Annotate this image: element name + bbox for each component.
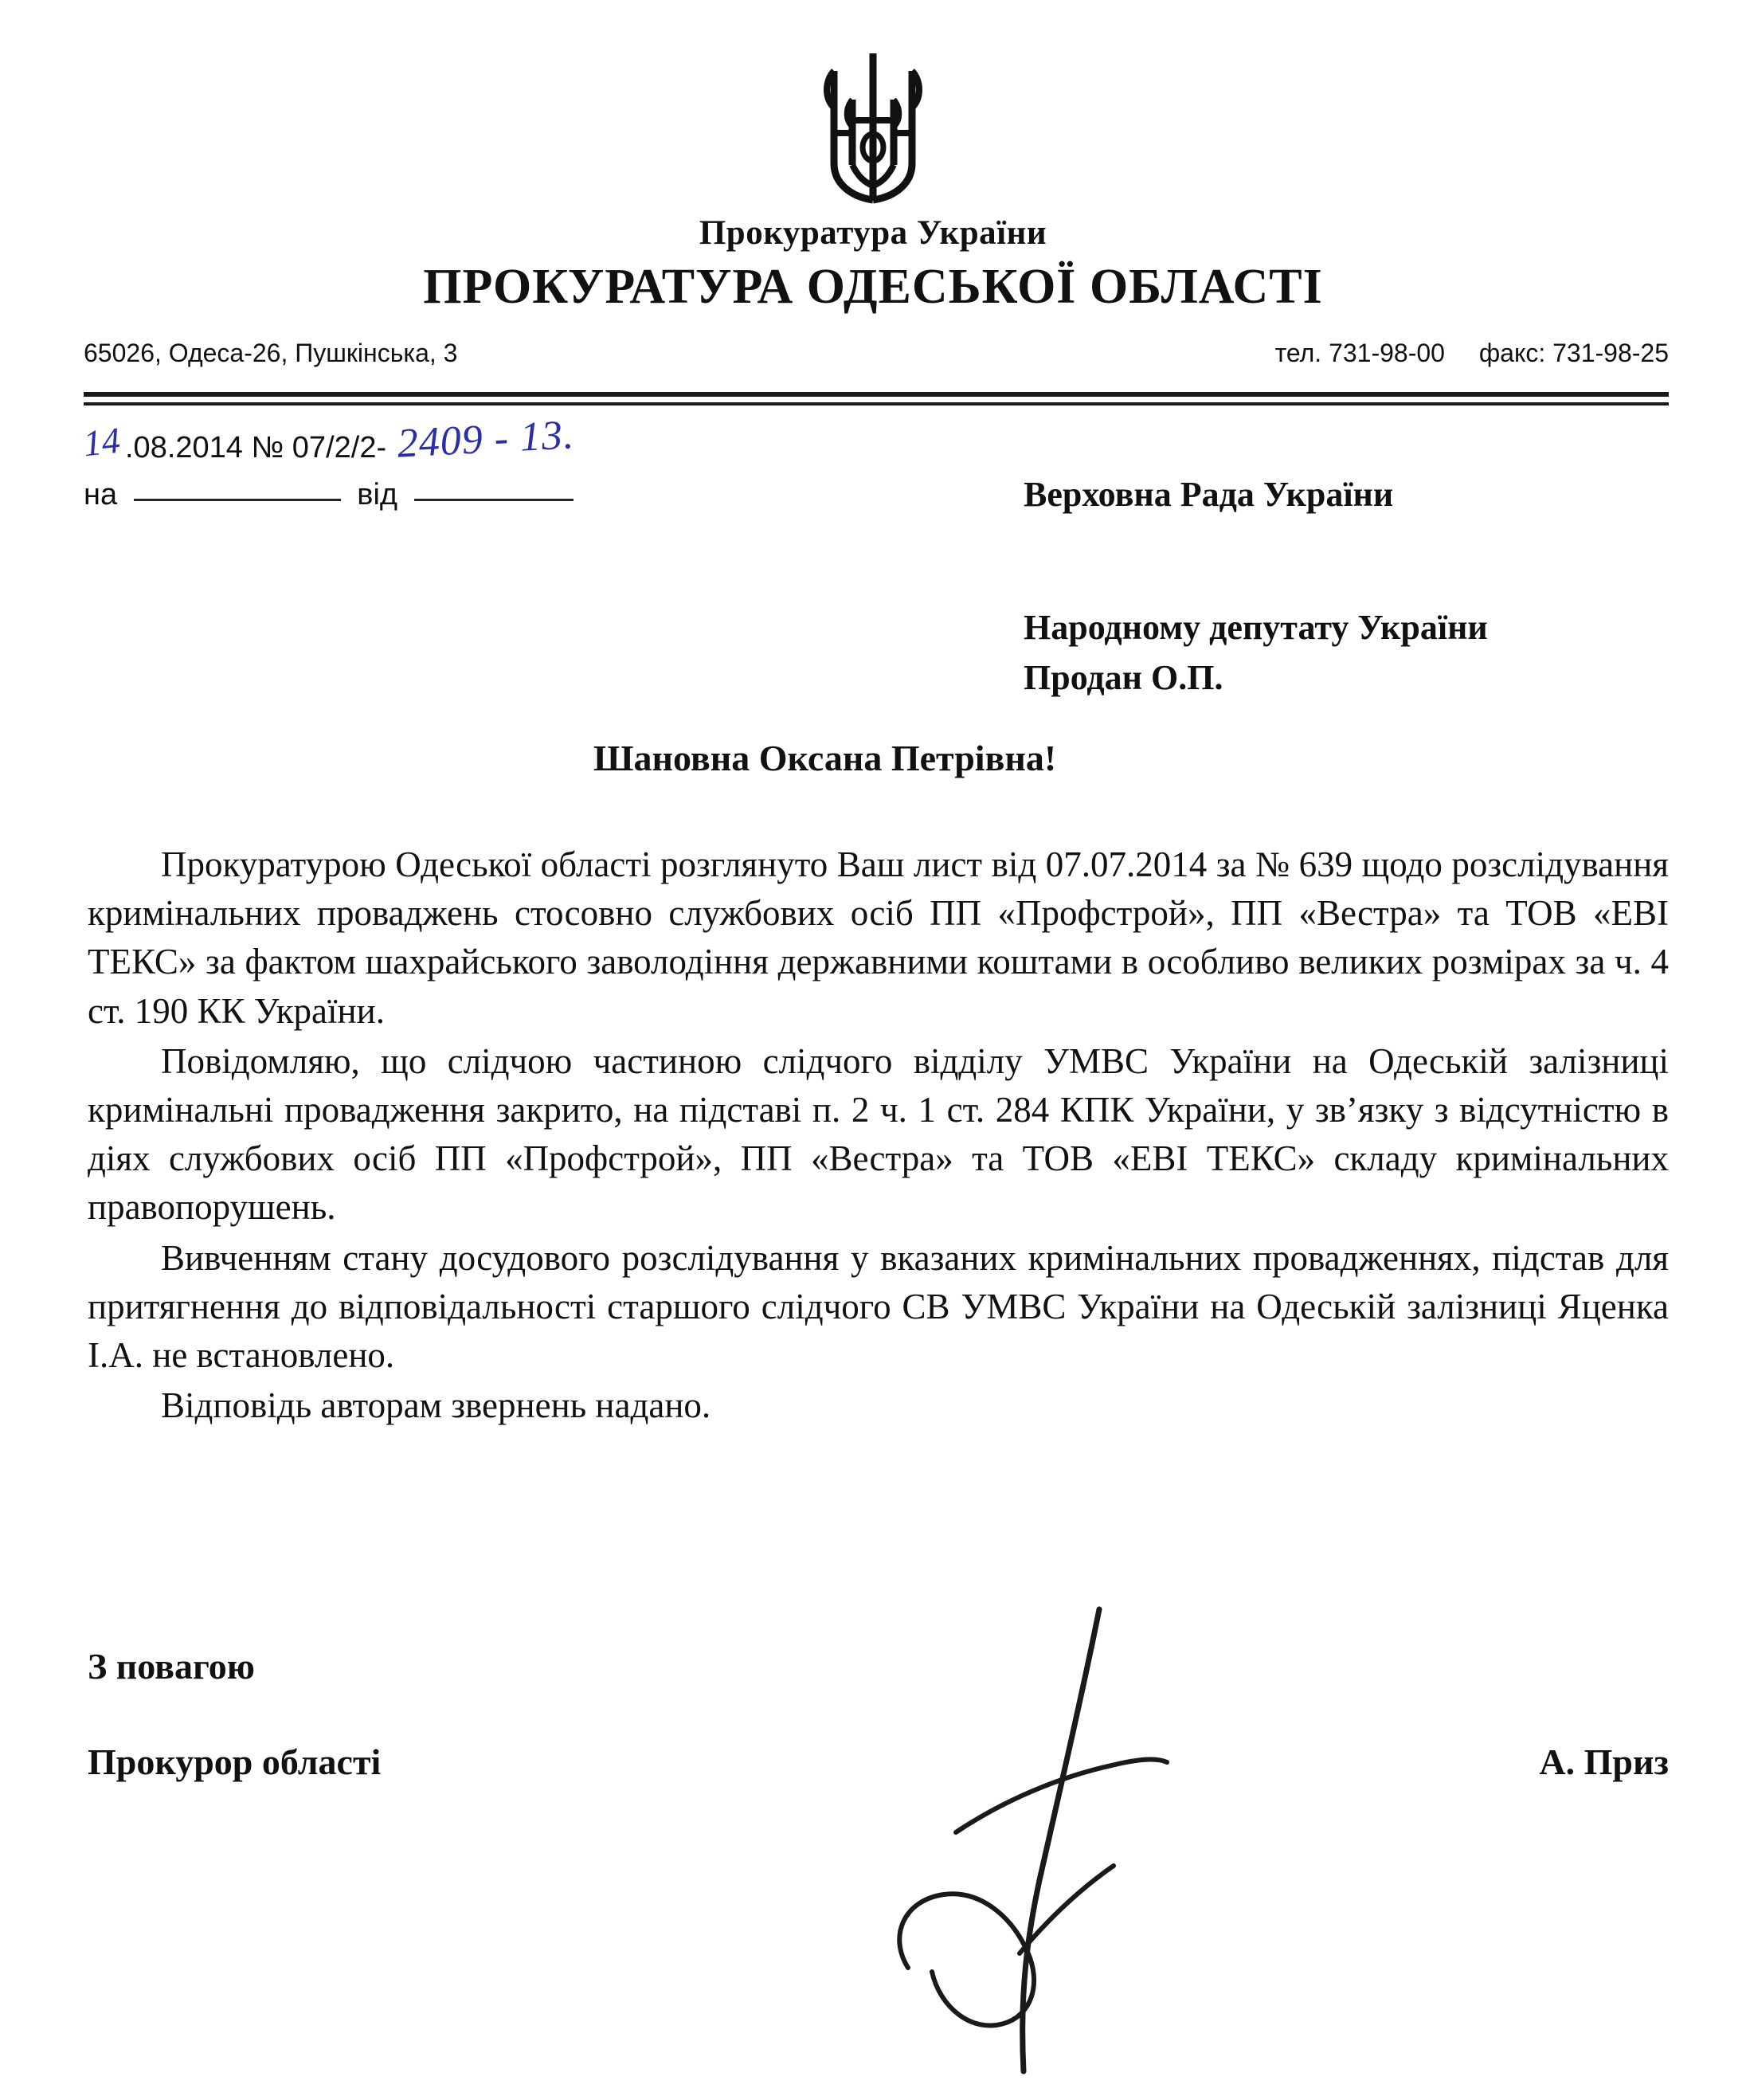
blank-underline-1 (134, 499, 341, 501)
letter-body (88, 840, 1669, 1432)
handwritten-reference-number: 2409 - 13. (396, 412, 576, 467)
reference-vid-label: від (357, 478, 398, 511)
reference-blank-line (84, 478, 581, 512)
addressee-organisation: Верховна Рада України (1024, 475, 1394, 514)
page-title: ПРОКУРАТУРА ОДЕСЬКОЇ ОБЛАСТІ (423, 260, 1323, 314)
fax-text: факс: 731-98-25 (1478, 339, 1669, 367)
handwritten-signature (860, 1593, 1243, 2087)
reference-date-text: .08.2014 № 07/2/2- (125, 431, 387, 464)
header-divider-thick (84, 392, 1669, 397)
closing-text: З повагою (88, 1646, 255, 1687)
ukraine-trident-emblem (813, 44, 933, 207)
body-paragraph-2: Повідомляю, що слідчою частиною слідчого відділу УМВС України на Одеській залізниці кримінальні провадження закрито, на підставі п. 2 ч. 1 ст. 284 КПК України, у зв’язку з відсутністю в діях службових осіб ПП «Профстрой», ПП «Вестра» та ТОВ «ЕВІ ТЕКС» складу кримінальних правопорушень. (88, 1040, 1669, 1228)
emblem-container (0, 44, 1746, 211)
addressee-name: Продан О.П. (1024, 657, 1223, 697)
reference-na-label: на (84, 478, 118, 511)
organisation-subtitle: Прокуратура України (699, 214, 1047, 252)
blank-underline-2 (414, 499, 574, 501)
body-paragraph-1: Прокуратурою Одеської області розглянуто Ваш лист від 07.07.2014 за № 639 щодо розслідування кримінальних проваджень стосовно службових осіб ПП «Профстрой», ПП «Вестра» та ТОВ «ЕВІ ТЕКС» за фактом шахрайського заволодіння державними коштами в особливо великих розмірах за ч. 4 ст. 190 КК України. (88, 844, 1669, 1031)
phone-fax-group (1248, 339, 1669, 368)
addressee-block (1024, 470, 1488, 703)
body-paragraph-3: Вивченням стану досудового розслідування у вказаних кримінальних провадженнях, підстав для притягнення до відповідальності старшого слідчого СВ УМВС України на Одеській залізниці Яценка І.А. не встановлено. (88, 1237, 1669, 1375)
signer-name: А. Приз (1539, 1742, 1669, 1782)
letterhead-contacts (84, 339, 1669, 368)
body-paragraph-4: Відповідь авторам звернень надано. (161, 1385, 711, 1426)
reference-line (81, 412, 576, 468)
signature-row (88, 1741, 1669, 1783)
addressee-role: Народному депутату України (1024, 608, 1488, 648)
handwritten-day: 14 (81, 419, 123, 464)
phone-text: тел. 731-98-00 (1274, 339, 1445, 367)
signer-title: Прокурор області (88, 1742, 382, 1782)
header-divider-thin (84, 402, 1669, 406)
address-text: 65026, Одеса-26, Пушкінська, 3 (84, 339, 458, 367)
salutation: Шановна Оксана Петрівна! (593, 738, 1057, 778)
